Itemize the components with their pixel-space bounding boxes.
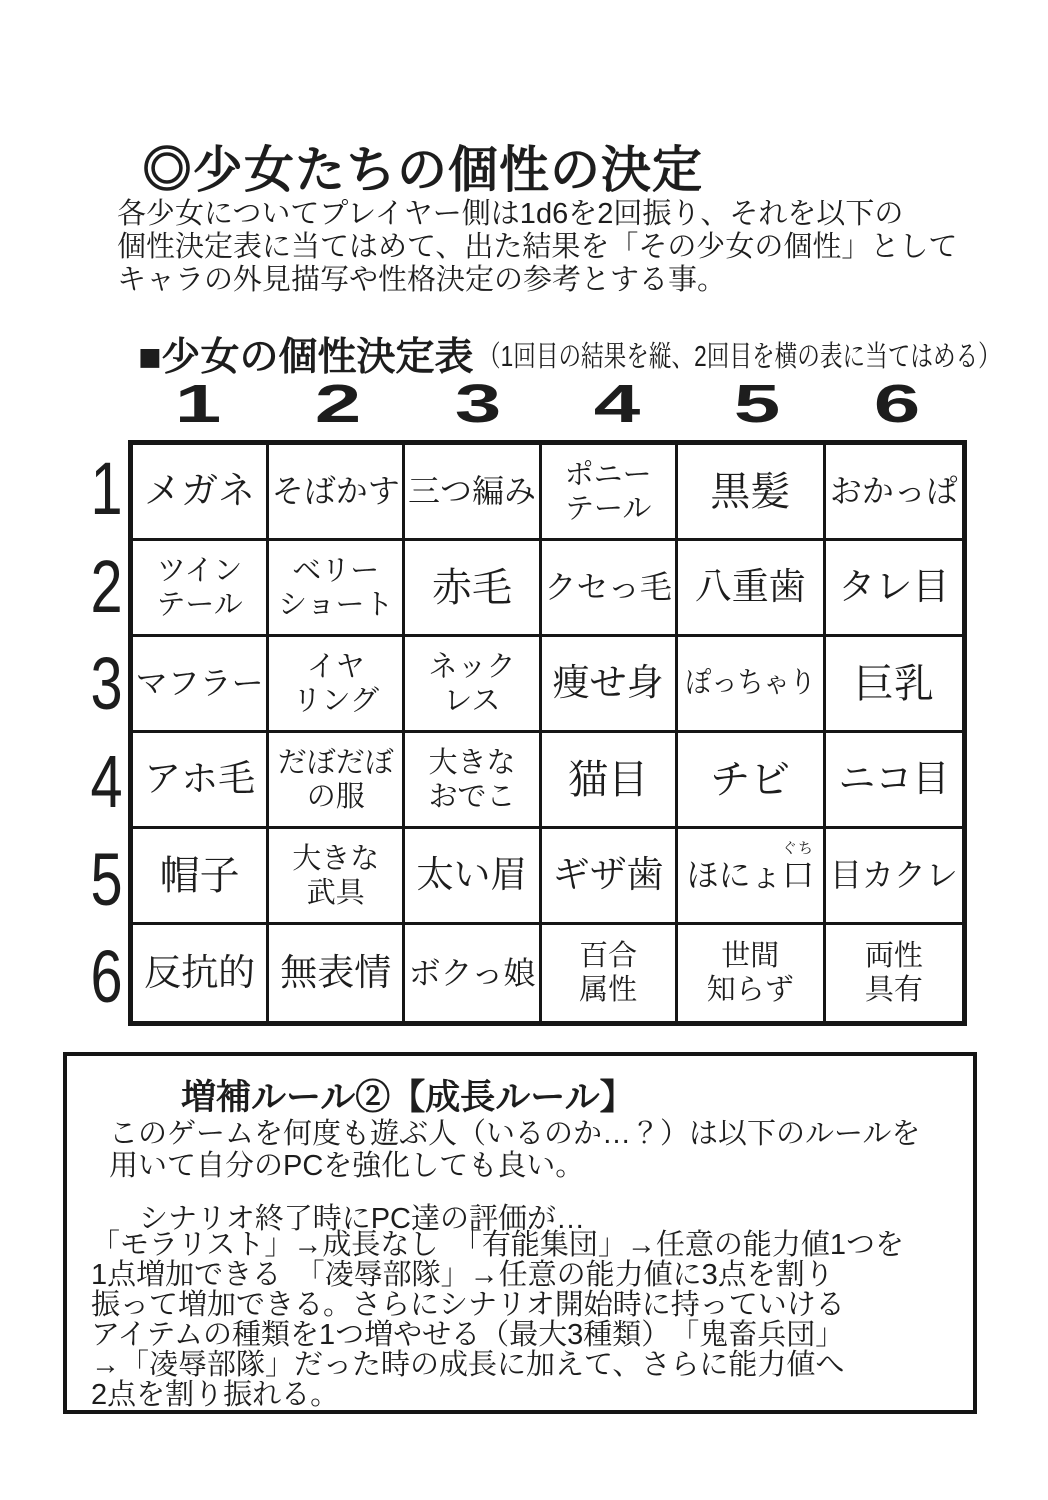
table-cell (133, 733, 269, 829)
table-cell (678, 925, 826, 1021)
table-cell (826, 829, 962, 925)
table-cell-text: 巨乳 (853, 661, 934, 706)
personality-table (128, 440, 967, 1026)
table-cell-text: 大きな (428, 746, 516, 779)
table-cell-text: の服 (306, 780, 365, 813)
table-cell-text: 八重歯 (694, 566, 806, 608)
table-cell (405, 925, 541, 1021)
table-body (85, 440, 967, 1026)
table-cell-text: ほにょ ぐち 口 (686, 840, 814, 894)
column-header (687, 374, 827, 440)
table-cell-text: ニコ目 (838, 758, 950, 800)
table-cell (542, 925, 678, 1021)
table-cell-text: 属性 (579, 974, 638, 1006)
personality-table-area (85, 374, 967, 1026)
table-cell-text: 赤毛 (431, 565, 512, 610)
table-cell (542, 829, 678, 925)
table-cell-text: 猫目 (568, 757, 649, 802)
table-cell-text: メガネ (144, 470, 256, 512)
table-cell (542, 637, 678, 733)
table-cell-text: 反抗的 (144, 951, 256, 993)
table-cell-text: そばかす (271, 473, 400, 510)
column-header (408, 374, 548, 440)
growth-rule-box (63, 1052, 977, 1414)
section-heading-text: ■少女の個性決定表 (138, 336, 474, 379)
table-cell (405, 445, 541, 541)
table-cell (678, 541, 826, 637)
table-cell-text: 痩せ身 (552, 662, 664, 704)
table-cell (133, 541, 269, 637)
table-cell-text: アホ毛 (144, 758, 256, 800)
column-header (128, 374, 268, 440)
growth-box-title: 増補ルール②【成長ルール】 (181, 1078, 635, 1117)
table-cell-text: タレ目 (838, 566, 950, 608)
table-cell-text: リング (292, 684, 379, 717)
table-cell-text: 世間 (721, 940, 780, 972)
table-cell-text: ベリー (292, 554, 380, 587)
table-cell (133, 829, 269, 925)
table-cell-text: 武具 (306, 876, 365, 909)
column-headers (128, 374, 967, 440)
table-cell (405, 733, 541, 829)
column-header (547, 374, 687, 440)
table-cell-text: 知らず (706, 974, 794, 1006)
table-cell-text: おかっぱ (829, 473, 958, 510)
table-cell-text: 両性 (864, 940, 923, 972)
table-cell-text: 太い眉 (416, 854, 528, 896)
table-cell (133, 445, 269, 541)
table-cell (542, 445, 678, 541)
section-heading-note: （1回目の結果を縦、2回目を横の表に当てはめる） (477, 340, 1001, 373)
table-cell-text: レス (443, 684, 501, 717)
table-cell-text: ギザ歯 (552, 854, 664, 896)
column-header (268, 374, 408, 440)
column-header-digit: 1 (174, 374, 222, 434)
table-cell (826, 445, 962, 541)
table-cell-text: 目カクレ (829, 857, 958, 894)
table-cell-text: おでこ (428, 780, 516, 813)
row-header-digit: 2 (90, 544, 123, 628)
table-cell (405, 829, 541, 925)
row-header (85, 635, 128, 733)
table-cell (133, 925, 269, 1021)
table-cell (133, 637, 269, 733)
row-header (85, 831, 128, 929)
table-cell-text: ぽっちゃり (685, 666, 816, 699)
column-header-digit: 2 (314, 374, 362, 434)
table-cell (269, 829, 405, 925)
table-cell (269, 637, 405, 733)
table-cell-text: 無表情 (280, 951, 392, 993)
column-header-digit: 5 (733, 374, 781, 434)
table-cell-text: マフラー (135, 665, 264, 702)
table-cell-text: ポニー (564, 458, 652, 491)
row-header-digit: 6 (90, 935, 123, 1019)
table-cell (826, 637, 962, 733)
row-header (85, 733, 128, 831)
table-cell-text: ネック (428, 650, 516, 683)
table-cell (405, 541, 541, 637)
intro-paragraph: 各少女についてプレイヤー側は1d6を2回振り、それを以下の 個性決定表に当てはめて、出た結果を「その少女の個性」として キャラの外見描写や性格決定の参考とする事。 (117, 198, 958, 296)
row-header (85, 928, 128, 1026)
growth-box-subheading: シナリオ終了時にPC達の評価が… (139, 1203, 585, 1235)
table-cell (405, 637, 541, 733)
column-header-digit: 4 (594, 374, 641, 434)
table-cell (542, 541, 678, 637)
furigana: ぐち (781, 840, 814, 858)
table-cell-text: チビ (710, 757, 791, 802)
row-header-digit: 5 (90, 837, 123, 921)
table-cell-text: 具有 (864, 974, 923, 1006)
growth-box-body: 「モラリスト」→成長なし 「有能集団」→任意の能力値1つを 1点増加できる 「凌辱部隊」→任意の能力値に3点を割り 振って増加できる。さらにシナリオ開始時に持っていける アイテムの種類を1つ増やせる（最大3種類） 「鬼畜兵団」 →「凌辱部隊」だった時の成長に加えて、さらに能力値へ 2点を割り振れる。 (91, 1229, 905, 1411)
row-header-digit: 3 (90, 642, 123, 726)
table-cell (678, 829, 826, 925)
table-cell (826, 925, 962, 1021)
table-cell (678, 445, 826, 541)
table-cell-text: テール (156, 588, 243, 621)
table-cell (826, 541, 962, 637)
growth-box-intro: このゲームを何度も遊ぶ人（いるのか…？）は以下のルールを 用いて自分のPCを強化しても良い。 (109, 1118, 921, 1182)
table-cell-text: 三つ編み (407, 473, 536, 510)
table-cell-text: 百合 (579, 940, 638, 972)
row-header-digit: 1 (90, 446, 123, 530)
table-cell (269, 541, 405, 637)
table-cell-text: だぼだぼ (277, 746, 394, 779)
table-cell (269, 445, 405, 541)
column-header-digit: 6 (873, 374, 921, 434)
table-cell (269, 925, 405, 1021)
table-cell-text: ショート (278, 588, 394, 621)
table-cell-text: イヤ (306, 650, 365, 683)
table-cell-text: テール (564, 492, 652, 525)
row-header (85, 538, 128, 636)
column-header (827, 374, 967, 440)
row-headers (85, 440, 128, 1026)
table-cell (678, 637, 826, 733)
table-cell-text: クセっ毛 (544, 569, 672, 606)
table-cell (542, 733, 678, 829)
table-cell-text: 大きな (292, 842, 380, 875)
table-cell (678, 733, 826, 829)
row-header (85, 440, 128, 538)
row-header-digit: 4 (90, 739, 123, 823)
table-cell (269, 733, 405, 829)
table-cell-text: 黒髪 (710, 469, 791, 514)
page-title: ◎少女たちの個性の決定 (142, 142, 703, 198)
table-cell-text: ボクっ娘 (408, 954, 536, 991)
table-cell-text: 帽子 (159, 853, 240, 898)
table-cell-text: ツイン (156, 554, 243, 587)
ruby-base: ぐち 口 (781, 840, 814, 894)
table-cell (826, 733, 962, 829)
column-header-digit: 3 (454, 374, 501, 434)
